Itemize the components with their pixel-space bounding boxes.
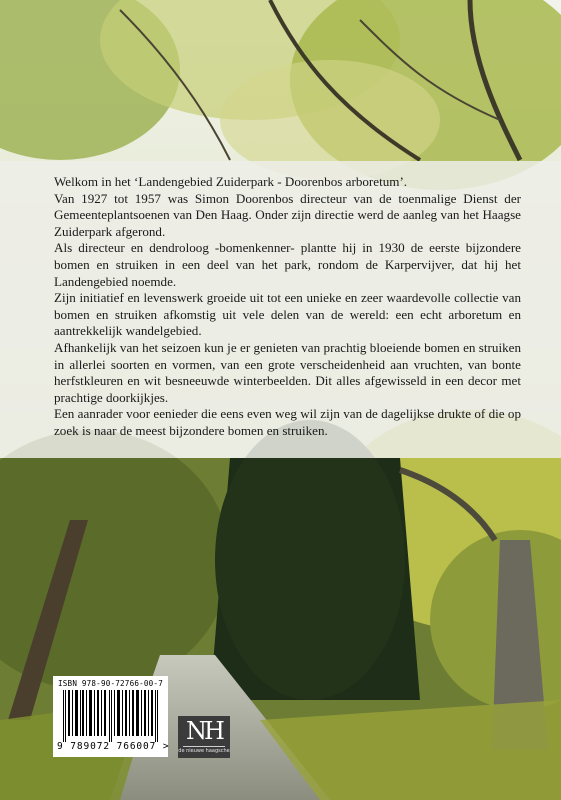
publisher-logo-subtitle: de nieuwe haagsche xyxy=(178,748,230,754)
isbn-label: ISBN 978-90-72766-00-7 xyxy=(58,679,163,688)
collection-paragraph: Zijn initiatief en levenswerk groeide uit tot een unieke en zeer waardevolle collectie van bomen en struiken afkomstig uit vele delen van de wereld: een echt arboretum en aantrekkelijk wandelgebied. xyxy=(54,290,521,339)
logo-divider xyxy=(183,746,225,747)
isbn-barcode xyxy=(53,676,168,757)
barcode-digits: 9 789072 766007 > xyxy=(57,741,170,752)
seasons-paragraph: Afhankelijk van het seizoen kun je er genieten van prachtig bloeiende bomen en struiken in allerlei soorten en vormen, van een grote verscheidenheid aan vruchten, van bonte herfstkleuren en wit besneeuwde winterbeelden. Dit alles afgewisseld in een decor met prachtige doorkijkjes. xyxy=(54,339,521,405)
publisher-logo-mark: NH xyxy=(186,717,222,745)
back-cover-text-panel xyxy=(0,161,561,458)
intro-paragraph: Welkom in het ‘Landengebied Zuiderpark - Doorenbos arboretum’. xyxy=(54,174,408,189)
barcode-bars-icon xyxy=(57,690,164,742)
planting-paragraph: Als directeur en dendroloog -bomenkenner- plantte hij in 1930 de eerste bijzondere bomen en struiken in een deel van het park, rondom de Karpervijver, dat hij het Landengebied noemde. xyxy=(54,240,521,289)
history-paragraph: Van 1927 tot 1957 was Simon Doorenbos directeur van de toenmalige Dienst der Gemeenteplantsoenen van Den Haag. Onder zijn directie werd de aanleg van het Haagse Zuiderpark afgerond. xyxy=(54,190,521,239)
publisher-logo xyxy=(178,716,230,758)
recommendation-paragraph: Een aanrader voor eenieder die eens even weg wil zijn van de dagelijkse drukte of die op zoek is naar de meest bijzondere bomen en struiken. xyxy=(54,406,521,438)
